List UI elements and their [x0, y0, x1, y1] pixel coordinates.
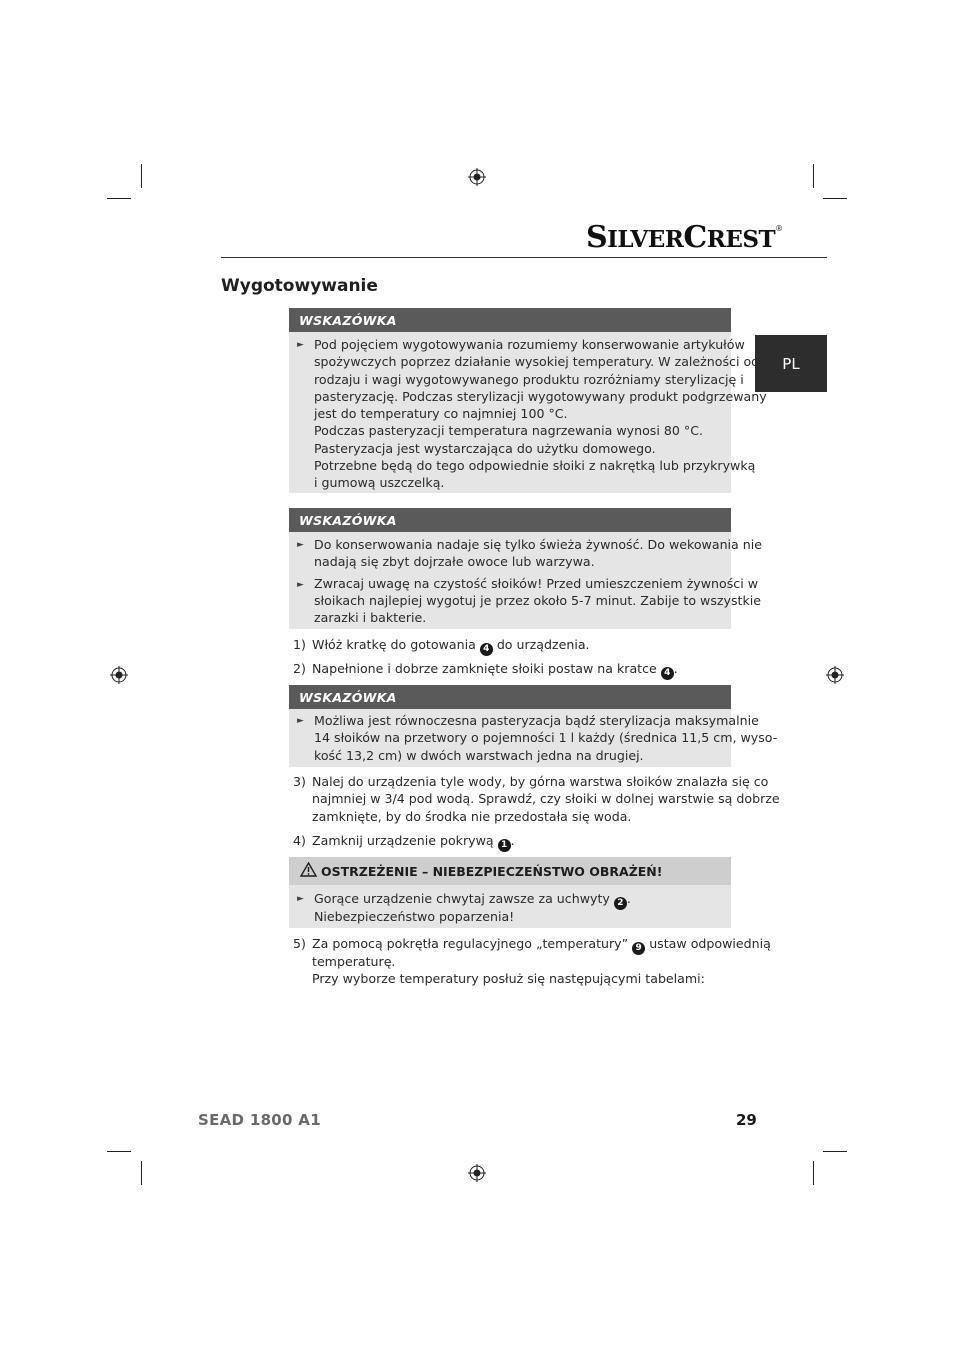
section-title: Wygotowywanie [221, 276, 378, 296]
crop-mark [107, 1151, 131, 1152]
step-number: 5) [293, 936, 306, 951]
crop-mark [107, 198, 131, 199]
warning-text: Gorące urządzenie chwytaj zawsze za uchwyty 2 . [314, 891, 631, 908]
crop-mark [823, 1151, 847, 1152]
warning-heading: OSTRZEŻENIE – NIEBEZPIECZEŃSTWO OBRAŻEŃ! [289, 857, 731, 885]
note-text: Do konserwowania nadaje się tylko świeża żywność. Do wekowania nie [314, 537, 762, 552]
brand-logo: SILVERCREST® [586, 220, 784, 255]
note-text: 14 słoików na przetwory o pojemności 1 l każdy (średnica 11,5 cm, wyso- [314, 730, 778, 745]
step-text: Nalej do urządzenia tyle wody, by górna warstwa słoików znalazła się co [312, 774, 769, 789]
step-text: Za pomocą pokrętła regulacyjnego „temperatury” 9 ustaw odpowiednią [312, 936, 771, 953]
part-ref-icon: 9 [632, 942, 645, 955]
step-number: 3) [293, 774, 306, 789]
step-number: 1) [293, 637, 306, 652]
warning-triangle-icon [300, 862, 317, 877]
registration-mark-icon [468, 168, 486, 186]
step-text: temperaturę. [312, 954, 396, 969]
note-heading: WSKAZÓWKA [289, 308, 731, 332]
language-tab: PL [755, 335, 827, 392]
bullet-arrow-icon: ► [297, 580, 304, 590]
part-ref-icon: 1 [498, 839, 511, 852]
note-heading: WSKAZÓWKA [289, 508, 731, 532]
bullet-arrow-icon: ► [297, 340, 304, 350]
crop-mark [141, 164, 142, 188]
step-number: 4) [293, 833, 306, 848]
step-text: Napełnione i dobrze zamknięte słoiki postaw na kratce 4 . [312, 661, 678, 678]
note-text: nadają się zbyt dojrzałe owoce lub warzywa. [314, 554, 595, 569]
registration-mark-icon [468, 1164, 486, 1182]
note-text: jest do temperatury co najmniej 100 °C. [314, 406, 568, 421]
model-number: SEAD 1800 A1 [198, 1111, 321, 1129]
page-number: 29 [736, 1111, 757, 1129]
note-text: pasteryzację. Podczas sterylizacji wygotowywany produkt podgrzewany [314, 389, 767, 404]
part-ref-icon: 4 [661, 667, 674, 680]
note-text: Możliwa jest równoczesna pasteryzacja bądź sterylizacja maksymalnie [314, 713, 759, 728]
note-text: spożywczych poprzez działanie wysokiej temperatury. W zależności od [314, 354, 760, 369]
warning-text: Niebezpieczeństwo poparzenia! [314, 909, 515, 924]
registration-mark-icon [826, 666, 844, 684]
step-text: Zamknij urządzenie pokrywą 1 . [312, 833, 515, 850]
note-text: słoikach najlepiej wygotuj je przez około 5-7 minut. Zabije to wszystkie [314, 593, 761, 608]
note-text: Zwracaj uwagę na czystość słoików! Przed umieszczeniem żywności w [314, 576, 759, 591]
step-text: najmniej w 3/4 pod wodą. Sprawdź, czy słoiki w dolnej warstwie są dobrze [312, 791, 780, 806]
note-text: i gumową uszczelką. [314, 475, 445, 490]
header-rule [221, 257, 827, 258]
note-text: zarazki i bakterie. [314, 610, 427, 625]
note-text: Pod pojęciem wygotowywania rozumiemy konserwowanie artykułów [314, 337, 745, 352]
crop-mark [823, 198, 847, 199]
step-number: 2) [293, 661, 306, 676]
crop-mark [813, 1161, 814, 1185]
note-text: Podczas pasteryzacji temperatura nagrzewania wynosi 80 °C. [314, 423, 703, 438]
crop-mark [813, 164, 814, 188]
note-text: Potrzebne będą do tego odpowiednie słoiki z nakrętką lub przykrywką [314, 458, 756, 473]
note-heading: WSKAZÓWKA [289, 685, 731, 709]
step-text: Przy wyborze temperatury posłuż się następującymi tabelami: [312, 971, 705, 986]
crop-mark [141, 1161, 142, 1185]
bullet-arrow-icon: ► [297, 716, 304, 726]
part-ref-icon: 4 [480, 643, 493, 656]
bullet-arrow-icon: ► [297, 894, 304, 904]
step-text: Włóż kratkę do gotowania 4 do urządzenia. [312, 637, 590, 654]
note-text: kość 13,2 cm) w dwóch warstwach jedna na drugiej. [314, 748, 644, 763]
step-text: zamknięte, by do środka nie przedostała się woda. [312, 809, 632, 824]
note-text: rodzaju i wagi wygotowywanego produktu rozróżniamy sterylizację i [314, 372, 744, 387]
registration-mark-icon [110, 666, 128, 684]
bullet-arrow-icon: ► [297, 540, 304, 550]
note-text: Pasteryzacja jest wystarczająca do użytku domowego. [314, 441, 656, 456]
part-ref-icon: 2 [614, 897, 627, 910]
